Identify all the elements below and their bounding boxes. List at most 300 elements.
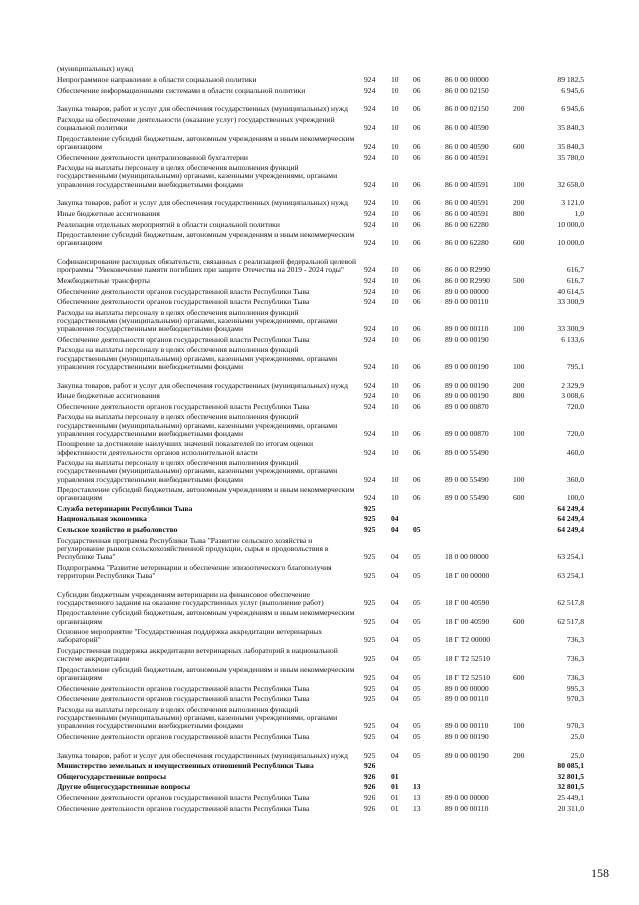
table-row bbox=[0, 761, 639, 772]
row-summa: 720,0 bbox=[566, 401, 584, 411]
row-razdel: 01 bbox=[391, 771, 399, 781]
row-vedomstvo: 925 bbox=[364, 570, 376, 580]
row-vedomstvo: 924 bbox=[364, 286, 376, 296]
row-tselevaya-statya: 89 0 00 00110 bbox=[445, 324, 489, 334]
row-summa: 64 249,4 bbox=[557, 514, 584, 524]
row-podrazdel: 06 bbox=[413, 198, 421, 208]
table-row bbox=[0, 439, 639, 458]
row-razdel: 10 bbox=[391, 297, 399, 307]
row-podrazdel: 05 bbox=[413, 694, 421, 704]
row-razdel: 10 bbox=[391, 474, 399, 484]
row-podrazdel: 13 bbox=[413, 782, 421, 792]
row-podrazdel: 06 bbox=[413, 380, 421, 390]
row-summa: 64 249,4 bbox=[557, 503, 584, 513]
table-row bbox=[0, 286, 639, 297]
row-razdel: 10 bbox=[391, 123, 399, 133]
row-podrazdel: 06 bbox=[413, 297, 421, 307]
row-tselevaya-statya: 86 0 00 62280 bbox=[445, 219, 489, 229]
row-vedomstvo: 924 bbox=[364, 401, 376, 411]
table-row bbox=[0, 782, 639, 793]
row-summa: 616,7 bbox=[566, 265, 584, 275]
row-summa: 460,0 bbox=[566, 447, 584, 457]
row-vid-raskhodov: 600 bbox=[513, 493, 525, 503]
row-razdel: 04 bbox=[391, 552, 399, 562]
row-razdel: 04 bbox=[391, 635, 399, 645]
row-razdel: 10 bbox=[391, 493, 399, 503]
table-row bbox=[0, 85, 639, 96]
row-vedomstvo: 924 bbox=[364, 428, 376, 438]
row-tselevaya-statya: 89 0 00 00190 bbox=[445, 334, 489, 344]
row-razdel: 04 bbox=[391, 694, 399, 704]
row-tselevaya-statya: 18 Г 00 40590 bbox=[445, 616, 490, 626]
row-razdel: 04 bbox=[391, 525, 399, 535]
row-summa: 736,3 bbox=[566, 635, 584, 645]
row-vedomstvo: 924 bbox=[364, 238, 376, 248]
row-podrazdel: 06 bbox=[413, 474, 421, 484]
row-tselevaya-statya: 89 0 00 00190 bbox=[445, 380, 489, 390]
table-row bbox=[0, 485, 639, 504]
row-podrazdel: 13 bbox=[413, 803, 421, 813]
row-name: Реализация отдельных мероприятий в области социальной политики bbox=[57, 219, 280, 229]
row-podrazdel: 05 bbox=[413, 750, 421, 760]
row-tselevaya-statya: 86 0 00 R2990 bbox=[445, 275, 490, 285]
row-razdel: 10 bbox=[391, 219, 399, 229]
row-vedomstvo: 924 bbox=[364, 208, 376, 218]
row-razdel: 10 bbox=[391, 361, 399, 371]
row-name: Закупка товаров, работ и услуг для обеспечения государственных (муниципальных) нужд bbox=[57, 380, 348, 390]
row-name: Государственная поддержка аккредитации ветеринарных лабораторий в национальной системе аккредитации bbox=[57, 646, 338, 664]
row-summa: 64 249,4 bbox=[557, 525, 584, 535]
row-podrazdel: 06 bbox=[413, 275, 421, 285]
row-razdel: 10 bbox=[391, 208, 399, 218]
table-row bbox=[0, 163, 639, 190]
row-podrazdel: 13 bbox=[413, 793, 421, 803]
row-vedomstvo: 925 bbox=[364, 552, 376, 562]
row-name: Подпрограмма "Развитие ветеринарии и обеспечение эпизоотического благополучия территории Республики Тыва" bbox=[57, 562, 332, 580]
table-row bbox=[0, 742, 639, 761]
row-summa: 32 658,0 bbox=[557, 179, 584, 189]
table-row bbox=[0, 608, 639, 627]
row-podrazdel: 06 bbox=[413, 141, 421, 151]
table-row bbox=[0, 209, 639, 220]
row-tselevaya-statya: 18 Г Т2 52510 bbox=[445, 654, 491, 664]
row-name: Предоставление субсидий бюджетным, автономным учреждениям и иным некоммерческим организациям bbox=[57, 230, 355, 248]
table-row bbox=[0, 646, 639, 665]
row-name: Предоставление субсидий бюджетным, автономным учреждениям и иным некоммерческим организациям bbox=[57, 608, 355, 626]
row-vedomstvo: 925 bbox=[364, 683, 376, 693]
row-name: Расходы на выплаты персоналу в целях обеспечения выполнения функций государственными (муниципальными) органами, казенными учреждениями, органами управления государственными внебюджетными фондами bbox=[57, 163, 338, 189]
row-name: Закупка товаров, работ и услуг для обеспечения государственных (муниципальных) нужд bbox=[57, 198, 348, 208]
row-summa: 795,1 bbox=[566, 361, 584, 371]
row-tselevaya-statya: 89 0 00 00190 bbox=[445, 361, 489, 371]
row-podrazdel: 06 bbox=[413, 219, 421, 229]
row-summa: 1,0 bbox=[574, 208, 584, 218]
row-tselevaya-statya: 18 Г Т2 00000 bbox=[445, 635, 491, 645]
row-razdel: 10 bbox=[391, 85, 399, 95]
row-name: Расходы на выплаты персоналу в целях обеспечения выполнения функций государственными (муниципальными) органами, казенными учреждениями, органами управления государственными внебюджетными фондами bbox=[57, 704, 338, 731]
row-tselevaya-statya: 89 0 00 55490 bbox=[445, 447, 489, 457]
row-summa: 63 254,1 bbox=[557, 552, 584, 562]
row-summa: 32 801,5 bbox=[557, 782, 584, 792]
table-row bbox=[0, 401, 639, 412]
row-podrazdel: 06 bbox=[413, 74, 421, 84]
row-name: Обеспечение деятельности органов государственной власти Республики Тыва bbox=[57, 401, 310, 411]
row-tselevaya-statya: 18 0 00 00000 bbox=[445, 552, 489, 562]
row-razdel: 01 bbox=[391, 793, 399, 803]
row-vedomstvo: 926 bbox=[364, 803, 376, 813]
row-vedomstvo: 925 bbox=[364, 635, 376, 645]
row-name: Закупка товаров, работ и услуг для обеспечения государственных (муниципальных) нужд bbox=[57, 750, 348, 760]
row-tselevaya-statya: 89 0 00 00000 bbox=[445, 286, 489, 296]
row-name: Обеспечение деятельности органов государственной власти Республики Тыва bbox=[57, 286, 310, 296]
row-razdel: 04 bbox=[391, 721, 399, 731]
table-row bbox=[0, 581, 639, 608]
table-row bbox=[0, 514, 639, 525]
row-name: Обеспечение деятельности органов государственной власти Республики Тыва bbox=[57, 731, 310, 741]
row-vedomstvo: 924 bbox=[364, 334, 376, 344]
row-name: (муниципальных) нужд bbox=[57, 64, 134, 74]
row-razdel: 10 bbox=[391, 380, 399, 390]
row-name: Обеспечение деятельности органов государственной власти Республики Тыва bbox=[57, 297, 310, 307]
row-name: Обеспечение деятельности органов государственной власти Республики Тыва bbox=[57, 803, 310, 813]
row-razdel: 01 bbox=[391, 803, 399, 813]
table-row bbox=[0, 504, 639, 515]
row-vedomstvo: 925 bbox=[364, 503, 376, 513]
table-row bbox=[0, 535, 639, 562]
table-row bbox=[0, 391, 639, 402]
table-row bbox=[0, 307, 639, 334]
table-row bbox=[0, 75, 639, 86]
row-vedomstvo: 924 bbox=[364, 493, 376, 503]
row-podrazdel: 06 bbox=[413, 428, 421, 438]
row-podrazdel: 05 bbox=[413, 654, 421, 664]
row-summa: 360,0 bbox=[566, 474, 584, 484]
row-summa: 6 945,6 bbox=[561, 85, 584, 95]
row-summa: 35 840,3 bbox=[557, 123, 584, 133]
row-vedomstvo: 924 bbox=[364, 179, 376, 189]
row-name: Расходы на обеспечение деятельности (оказание услуг) государственных учреждений социальной политики bbox=[57, 114, 335, 133]
table-row bbox=[0, 334, 639, 345]
table-row bbox=[0, 562, 639, 581]
row-vid-raskhodov: 100 bbox=[513, 721, 525, 731]
row-name: Предоставление субсидий бюджетным, автономным учреждениям и иным некоммерческим организациям bbox=[57, 664, 355, 683]
row-name: Иные бюджетные ассигнования bbox=[57, 208, 160, 218]
row-name: Субсидии бюджетным учреждениям ветеринарии на финансовое обеспечение государственного задания на оказание государственных услуг (выполнение работ) bbox=[57, 589, 324, 607]
row-tselevaya-statya: 89 0 00 55490 bbox=[445, 474, 489, 484]
row-tselevaya-statya: 89 0 00 00870 bbox=[445, 428, 489, 438]
row-vedomstvo: 924 bbox=[364, 474, 376, 484]
row-tselevaya-statya: 86 0 00 40590 bbox=[445, 141, 489, 151]
row-podrazdel: 05 bbox=[413, 683, 421, 693]
row-vedomstvo: 925 bbox=[364, 514, 376, 524]
row-summa: 20 311,0 bbox=[557, 803, 584, 813]
row-razdel: 10 bbox=[391, 324, 399, 334]
row-tselevaya-statya: 89 0 00 00000 bbox=[445, 793, 489, 803]
row-summa: 2 329,9 bbox=[561, 380, 584, 390]
row-summa: 25,0 bbox=[570, 750, 584, 760]
row-summa: 3 121,0 bbox=[561, 198, 584, 208]
row-razdel: 10 bbox=[391, 286, 399, 296]
row-vedomstvo: 925 bbox=[364, 731, 376, 741]
row-name: Закупка товаров, работ и услуг для обеспечения государственных (муниципальных) нужд bbox=[57, 104, 348, 114]
row-podrazdel: 06 bbox=[413, 208, 421, 218]
row-vedomstvo: 924 bbox=[364, 104, 376, 114]
row-tselevaya-statya: 86 0 00 40591 bbox=[445, 198, 489, 208]
row-name: Межбюджетные трансферты bbox=[57, 275, 150, 285]
row-tselevaya-statya: 89 0 00 00110 bbox=[445, 721, 489, 731]
row-razdel: 10 bbox=[391, 428, 399, 438]
row-tselevaya-statya: 89 0 00 00190 bbox=[445, 391, 489, 401]
row-tselevaya-statya: 89 0 00 00000 bbox=[445, 683, 489, 693]
row-summa: 25,0 bbox=[570, 731, 584, 741]
row-summa: 25 449,1 bbox=[557, 793, 584, 803]
row-name: Поощрение за достижение наилучших значений показателей по итогам оценки эффективности деятельности органов исполнительной власти bbox=[57, 439, 314, 457]
row-razdel: 10 bbox=[391, 198, 399, 208]
row-tselevaya-statya: 18 Г 00 00000 bbox=[445, 570, 490, 580]
row-vedomstvo: 925 bbox=[364, 525, 376, 535]
row-podrazdel: 06 bbox=[413, 104, 421, 114]
row-razdel: 10 bbox=[391, 401, 399, 411]
row-name: Национальная экономика bbox=[57, 514, 147, 524]
row-podrazdel: 06 bbox=[413, 85, 421, 95]
row-name: Обеспечение деятельности органов государственной власти Республики Тыва bbox=[57, 694, 310, 704]
row-summa: 80 085,1 bbox=[557, 761, 584, 771]
row-vedomstvo: 924 bbox=[364, 152, 376, 162]
row-tselevaya-statya: 89 0 00 55490 bbox=[445, 493, 489, 503]
row-vid-raskhodov: 100 bbox=[513, 428, 525, 438]
table-row bbox=[0, 297, 639, 308]
row-summa: 616,7 bbox=[566, 275, 584, 285]
row-podrazdel: 06 bbox=[413, 447, 421, 457]
table-row bbox=[0, 249, 639, 276]
row-razdel: 04 bbox=[391, 616, 399, 626]
table-row bbox=[0, 704, 639, 731]
row-vid-raskhodov: 500 bbox=[513, 275, 525, 285]
row-vedomstvo: 924 bbox=[364, 74, 376, 84]
table-row bbox=[0, 458, 639, 485]
table-row bbox=[0, 190, 639, 209]
row-razdel: 04 bbox=[391, 683, 399, 693]
row-razdel: 10 bbox=[391, 275, 399, 285]
row-tselevaya-statya: 89 0 00 00110 bbox=[445, 297, 489, 307]
row-vedomstvo: 924 bbox=[364, 391, 376, 401]
row-name: Расходы на выплаты персоналу в целях обеспечения выполнения функций государственными (муниципальными) органами, казенными учреждениями, органами управления государственными внебюджетными фондами bbox=[57, 458, 338, 484]
table-row bbox=[0, 664, 639, 683]
row-summa: 6 945,6 bbox=[561, 104, 584, 114]
row-name: Расходы на выплаты персоналу в целях обеспечения выполнения функций государственными (муниципальными) органами, казенными учреждениями, органами управления государственными внебюджетными фондами bbox=[57, 412, 338, 438]
row-podrazdel: 05 bbox=[413, 597, 421, 607]
row-podrazdel: 05 bbox=[413, 635, 421, 645]
row-podrazdel: 06 bbox=[413, 334, 421, 344]
row-vedomstvo: 926 bbox=[364, 793, 376, 803]
row-razdel: 10 bbox=[391, 179, 399, 189]
table-row bbox=[0, 230, 639, 249]
table-row bbox=[0, 627, 639, 646]
row-summa: 10 000,0 bbox=[557, 238, 584, 248]
row-vedomstvo: 925 bbox=[364, 597, 376, 607]
row-name: Непрограммное направление в области социальной политики bbox=[57, 74, 257, 84]
row-name: Предоставление субсидий бюджетным, автономным учреждениям и иным некоммерческим организациям bbox=[57, 133, 355, 151]
row-vedomstvo: 925 bbox=[364, 694, 376, 704]
row-vedomstvo: 924 bbox=[364, 324, 376, 334]
row-vedomstvo: 926 bbox=[364, 782, 376, 792]
row-podrazdel: 05 bbox=[413, 570, 421, 580]
row-summa: 33 300,9 bbox=[557, 324, 584, 334]
row-name: Государственная программа Республики Тыва "Развитие сельского хозяйства и регулирование рынков сельскохозяйственной продукции, сырья и продовольствия в Республике Тыва" bbox=[57, 535, 329, 562]
row-podrazdel: 05 bbox=[413, 616, 421, 626]
row-podrazdel: 05 bbox=[413, 673, 421, 683]
page-number: 158 bbox=[591, 866, 609, 880]
table-row bbox=[0, 803, 639, 814]
row-name: Иные бюджетные ассигнования bbox=[57, 391, 160, 401]
row-name: Общегосударственные вопросы bbox=[57, 771, 167, 781]
row-vedomstvo: 924 bbox=[364, 85, 376, 95]
row-podrazdel: 06 bbox=[413, 324, 421, 334]
row-vedomstvo: 924 bbox=[364, 275, 376, 285]
table-row bbox=[0, 525, 639, 536]
row-tselevaya-statya: 86 0 00 02150 bbox=[445, 104, 489, 114]
row-summa: 736,3 bbox=[566, 654, 584, 664]
row-name: Обеспечение деятельности органов государственной власти Республики Тыва bbox=[57, 793, 310, 803]
row-vedomstvo: 924 bbox=[364, 198, 376, 208]
table-row bbox=[0, 793, 639, 804]
table-row bbox=[0, 731, 639, 742]
row-podrazdel: 06 bbox=[413, 152, 421, 162]
row-podrazdel: 05 bbox=[413, 731, 421, 741]
row-podrazdel: 06 bbox=[413, 391, 421, 401]
row-summa: 33 300,9 bbox=[557, 297, 584, 307]
row-vid-raskhodov: 100 bbox=[513, 324, 525, 334]
table-row bbox=[0, 276, 639, 287]
row-vedomstvo: 925 bbox=[364, 721, 376, 731]
row-vedomstvo: 924 bbox=[364, 141, 376, 151]
row-vedomstvo: 926 bbox=[364, 771, 376, 781]
table-row bbox=[0, 694, 639, 705]
row-vid-raskhodov: 200 bbox=[513, 198, 525, 208]
row-vid-raskhodov: 200 bbox=[513, 104, 525, 114]
row-podrazdel: 05 bbox=[413, 552, 421, 562]
row-name: Обеспечение деятельности органов государственной власти Республики Тыва bbox=[57, 683, 310, 693]
table-row bbox=[0, 152, 639, 163]
row-razdel: 10 bbox=[391, 74, 399, 84]
row-razdel: 10 bbox=[391, 152, 399, 162]
row-summa: 6 133,6 bbox=[561, 334, 584, 344]
row-podrazdel: 06 bbox=[413, 493, 421, 503]
table-row bbox=[0, 133, 639, 152]
row-vedomstvo: 924 bbox=[364, 219, 376, 229]
row-podrazdel: 06 bbox=[413, 265, 421, 275]
row-razdel: 04 bbox=[391, 514, 399, 524]
row-razdel: 04 bbox=[391, 673, 399, 683]
row-vid-raskhodov: 200 bbox=[513, 380, 525, 390]
row-name: Софинансирование расходных обязательств, связанных с реализацией федеральной целевой программы "Увековечение памяти погибших при защите Отечества на 2019 - 2024 годы" bbox=[57, 257, 357, 275]
row-tselevaya-statya: 86 0 00 40591 bbox=[445, 208, 489, 218]
row-razdel: 04 bbox=[391, 654, 399, 664]
row-vedomstvo: 925 bbox=[364, 616, 376, 626]
row-tselevaya-statya: 86 0 00 40591 bbox=[445, 152, 489, 162]
table-row bbox=[0, 115, 639, 134]
row-summa: 40 614,5 bbox=[557, 286, 584, 296]
row-tselevaya-statya: 86 0 00 R2990 bbox=[445, 265, 490, 275]
row-summa: 970,3 bbox=[566, 694, 584, 704]
row-vid-raskhodov: 200 bbox=[513, 750, 525, 760]
row-name: Расходы на выплаты персоналу в целях обеспечения выполнения функций государственными (муниципальными) органами, казенными учреждениями, органами управления государственными внебюджетными фондами bbox=[57, 345, 338, 371]
row-vid-raskhodov: 600 bbox=[513, 616, 525, 626]
row-summa: 3 008,6 bbox=[561, 391, 584, 401]
row-podrazdel: 06 bbox=[413, 401, 421, 411]
row-razdel: 10 bbox=[391, 334, 399, 344]
row-razdel: 10 bbox=[391, 391, 399, 401]
row-vid-raskhodov: 600 bbox=[513, 141, 525, 151]
row-vedomstvo: 924 bbox=[364, 380, 376, 390]
row-tselevaya-statya: 18 Г Т2 52510 bbox=[445, 673, 491, 683]
row-tselevaya-statya: 89 0 00 00870 bbox=[445, 401, 489, 411]
row-summa: 62 517,8 bbox=[557, 616, 584, 626]
row-vedomstvo: 924 bbox=[364, 361, 376, 371]
table-row bbox=[0, 372, 639, 391]
row-tselevaya-statya: 86 0 00 40590 bbox=[445, 123, 489, 133]
row-summa: 62 517,8 bbox=[557, 597, 584, 607]
row-summa: 970,3 bbox=[566, 721, 584, 731]
table-row bbox=[0, 771, 639, 782]
row-vedomstvo: 926 bbox=[364, 761, 376, 771]
row-tselevaya-statya: 89 0 00 00110 bbox=[445, 694, 489, 704]
table-row bbox=[0, 683, 639, 694]
table-row bbox=[0, 64, 639, 75]
table-row bbox=[0, 412, 639, 439]
table-row bbox=[0, 345, 639, 372]
row-summa: 63 254,1 bbox=[557, 570, 584, 580]
row-razdel: 04 bbox=[391, 570, 399, 580]
row-vedomstvo: 925 bbox=[364, 654, 376, 664]
row-podrazdel: 06 bbox=[413, 123, 421, 133]
row-summa: 35 780,0 bbox=[557, 152, 584, 162]
row-razdel: 10 bbox=[391, 104, 399, 114]
row-tselevaya-statya: 18 Г 00 40590 bbox=[445, 597, 490, 607]
row-vid-raskhodov: 100 bbox=[513, 179, 525, 189]
row-vedomstvo: 925 bbox=[364, 750, 376, 760]
row-name: Министерство земельных и имущественных отношений Республики Тыва bbox=[57, 761, 314, 771]
row-tselevaya-statya: 89 0 00 00190 bbox=[445, 731, 489, 741]
row-razdel: 10 bbox=[391, 141, 399, 151]
row-vid-raskhodov: 100 bbox=[513, 361, 525, 371]
row-tselevaya-statya: 86 0 00 62280 bbox=[445, 238, 489, 248]
row-razdel: 10 bbox=[391, 447, 399, 457]
row-vedomstvo: 924 bbox=[364, 297, 376, 307]
row-podrazdel: 06 bbox=[413, 361, 421, 371]
row-summa: 89 182,5 bbox=[557, 74, 584, 84]
row-vedomstvo: 924 bbox=[364, 265, 376, 275]
table-row bbox=[0, 96, 639, 115]
table-row bbox=[0, 219, 639, 230]
row-name: Обеспечение деятельности централизованной бухгалтерии bbox=[57, 152, 248, 162]
row-vedomstvo: 924 bbox=[364, 123, 376, 133]
row-razdel: 10 bbox=[391, 265, 399, 275]
row-vid-raskhodov: 600 bbox=[513, 673, 525, 683]
row-podrazdel: 06 bbox=[413, 286, 421, 296]
row-vid-raskhodov: 600 bbox=[513, 238, 525, 248]
row-tselevaya-statya: 89 0 00 00110 bbox=[445, 803, 489, 813]
row-name: Обеспечение информационными системами в области социальной политики bbox=[57, 85, 306, 95]
row-summa: 736,3 bbox=[566, 673, 584, 683]
row-tselevaya-statya: 86 0 00 02150 bbox=[445, 85, 489, 95]
row-name: Основное мероприятие "Государственная поддержка аккредитации ветеринарных лабораторий" bbox=[57, 627, 323, 645]
row-name: Обеспечение деятельности органов государственной власти Республики Тыва bbox=[57, 334, 310, 344]
row-summa: 10 000,0 bbox=[557, 219, 584, 229]
row-vid-raskhodov: 800 bbox=[513, 208, 525, 218]
row-name: Расходы на выплаты персоналу в целях обеспечения выполнения функций государственными (муниципальными) органами, казенными учреждениями, органами управления государственными внебюджетными фондами bbox=[57, 307, 338, 334]
row-razdel: 04 bbox=[391, 731, 399, 741]
